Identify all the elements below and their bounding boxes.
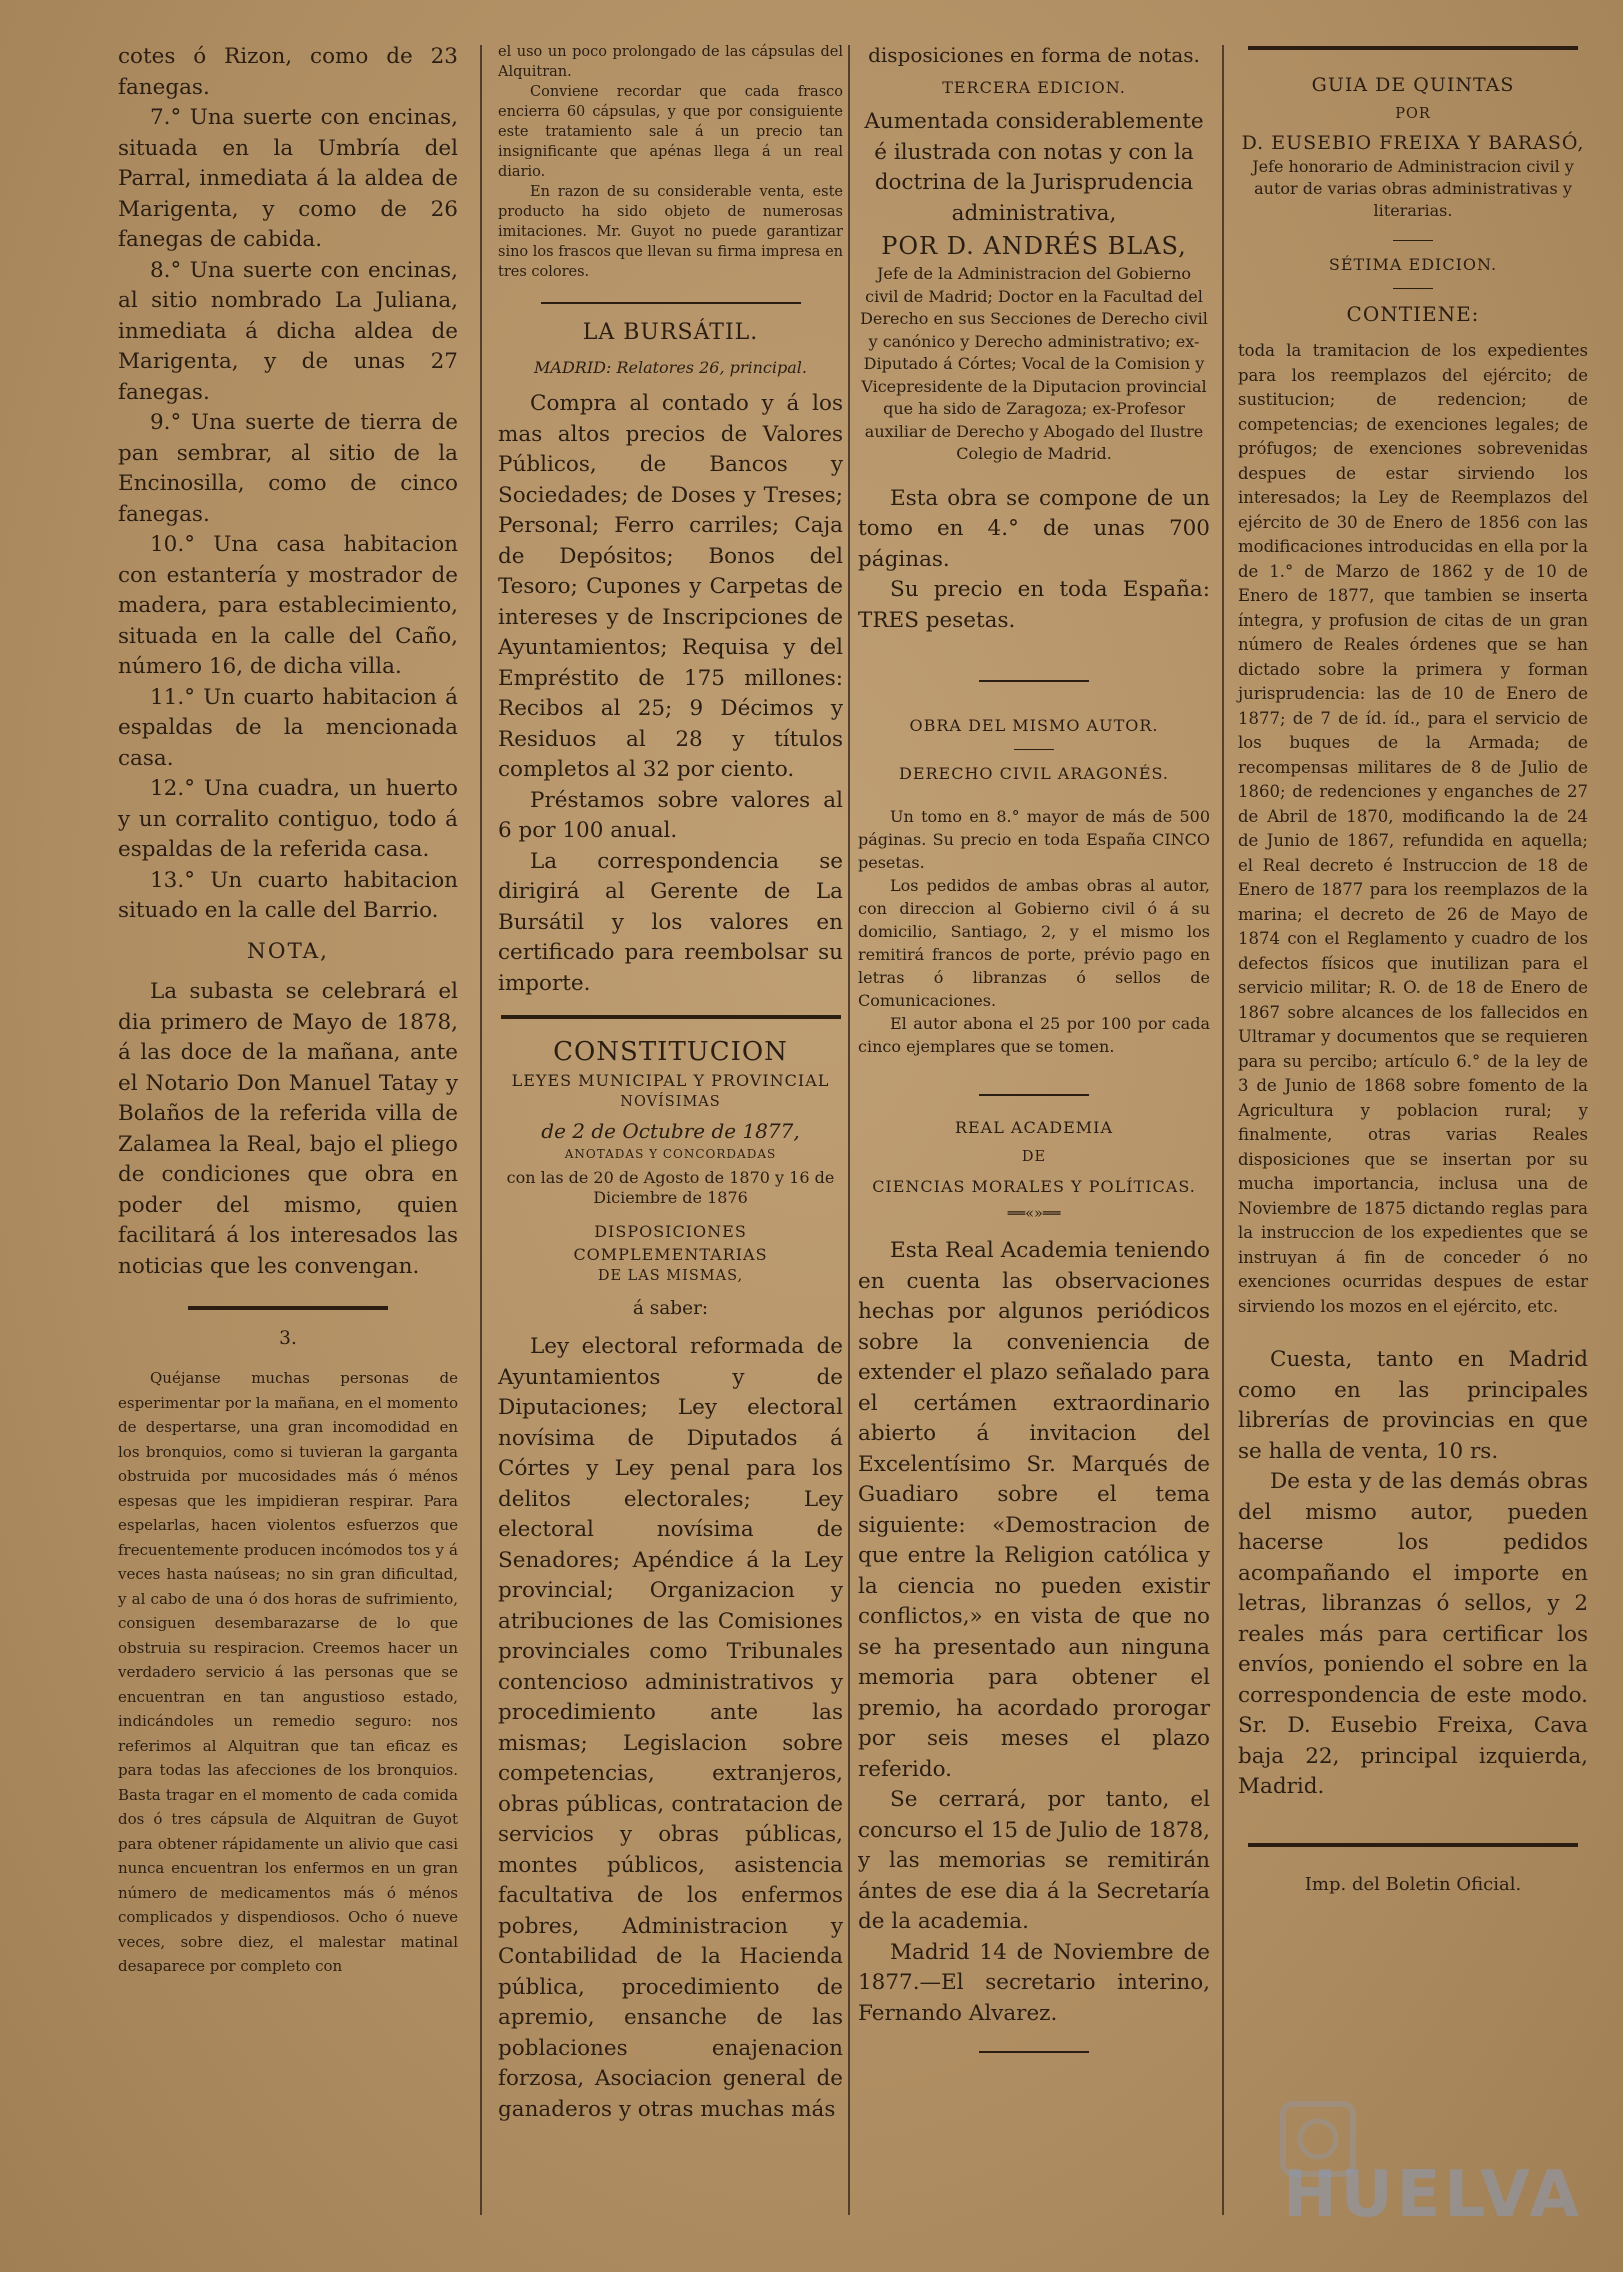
constitucion-anotadas: ANOTADAS Y CONCORDADAS bbox=[564, 1147, 777, 1161]
blas-aumentada: Aumentada considerablemente é ilustrada con notas y con la doctrina de la Jurisprudencia administrativa, bbox=[864, 109, 1204, 226]
guia-title: GUIA DE QUINTAS bbox=[1311, 74, 1515, 96]
guia-edicion: SÉTIMA EDICION. bbox=[1328, 255, 1498, 274]
column-3 bbox=[858, 42, 1210, 2067]
separator bbox=[979, 1094, 1089, 1096]
blas-precio: Su precio en toda España: TRES pesetas. bbox=[858, 577, 1210, 633]
bursatil-p3: La correspondencia se dirigirá al Gerente de La Bursátil y los valores en certificado para reembolsar su importe. bbox=[498, 848, 843, 996]
obra-p1: Un tomo en 8.° mayor de más de 500 páginas. Su precio en toda España CINCO pesetas. bbox=[858, 807, 1210, 872]
alquitran-article: Quéjanse muchas personas de esperimentar por la mañana, en el momento de despertarse, una gran incomodidad en los bronquios, como si tuvieran la garganta obstruida por mucosidades más ó ménos espesas que les impidieran respirar. Para espelarlas, hacen violentos esfuerzos que frecuentemente producen incómodos tos y á veces hasta naúseas; no sin gran dificultad, y al cabo de una ó dos horas de sufrimiento, consiguen desembarazarse de lo que obstruia su respiracion. Creemos hacer un verdadero servicio á las personas que se encuentran en tan angustioso estado, indicándoles un remedio seguro: nos referimos al Alquitran que tan eficaz es para todas las afecciones de los bronquios. Basta tragar en el momento de cada comida dos ó tres cápsula de Alquitran de Guyot para obtener rápidamente un alivio que casi nunca encuentran los enfermos en un gran número de medicamentos más ó ménos complicados y dispendiosos. Ocho ó nueve veces, sobre diez, el malestar matinal desaparece por completo con bbox=[118, 1369, 458, 1975]
item-12: 12.° Una cuadra, un huerto y un corralito contiguo, todo á espaldas de la referida casa. bbox=[118, 776, 458, 862]
guia-pedidos: De esta y de las demás obras del mismo autor, pueden hacerse los pedidos acompañando el importe en letras, libranzas ó sellos, y 2 reales más para certificar los envíos, poniendo el sobre en la correspondencia de este modo. Sr. D. Eusebio Freixa, Cava baja 22, principal izquierda, Madrid. bbox=[1238, 1469, 1588, 1799]
guia-por: POR bbox=[1395, 106, 1431, 122]
obra-title: OBRA DEL MISMO AUTOR. bbox=[909, 716, 1159, 735]
item-9: 9.° Una suerte de tierra de pan sembrar, al sitio de la Encinosilla, como de cinco fanegas. bbox=[118, 410, 458, 527]
academia-title-1: REAL ACADEMIA bbox=[954, 1118, 1114, 1137]
nota-text: La subasta se celebrará el dia primero de Mayo de 1878, á las doce de la mañana, ante el Notario Don Manuel Tatay y Bolaños de la referida villa de Zalamea la Real, bajo el pliego de condiciones que obra en poder del mismo, quien facilitará á los interesados las noticias que les convengan. bbox=[118, 979, 458, 1279]
separator bbox=[1014, 749, 1054, 750]
a-saber: á saber: bbox=[632, 1298, 709, 1319]
column-rule bbox=[848, 45, 850, 2215]
bursatil-address: MADRID: Relatores 26, principal. bbox=[534, 358, 807, 377]
academia-ornament: ══«»══ bbox=[1007, 1206, 1061, 1222]
constitucion-novisimas: NOVÍSIMAS bbox=[620, 1094, 721, 1110]
alquitran-p3: En razon de su considerable venta, este producto ha sido objeto de numerosas imitaciones. Mr. Guyot no puede garantizar sino los frascos que llevan su firma impresa en tres colores. bbox=[498, 184, 843, 280]
blas-notas: disposiciones en forma de notas. bbox=[868, 43, 1200, 67]
item-11: 11.° Un cuarto habitacion á espaldas de la mencionada casa. bbox=[118, 684, 458, 771]
item-7: 7.° Una suerte con encinas, situada en la Umbría del Parral, inmediata á la aldea de Marigenta, y como de 26 fanegas de cabida. bbox=[118, 105, 458, 252]
item-6-cont: cotes ó Rizon, como de 23 fanegas. bbox=[118, 44, 458, 100]
guia-author: D. EUSEBIO FREIXA Y BARASÓ, bbox=[1241, 132, 1585, 154]
nota-title: NOTA, bbox=[247, 938, 329, 964]
bursatil-p2: Préstamos sobre valores al 6 por 100 anual. bbox=[498, 787, 843, 843]
guia-author-desc: Jefe honorario de Administracion civil y autor de varias obras administrativas y literarias. bbox=[1252, 157, 1574, 220]
separator bbox=[1248, 46, 1578, 50]
separator bbox=[188, 1306, 388, 1310]
bursatil-p1: Compra al contado y á los mas altos precios de Valores Públicos, de Bancos y Sociedades; de Doses y Treses; Personal; Ferro carriles; Caja de Depósitos; Bonos del Tesoro; Cupones y Carpetas de intereses y de Inscripciones de Ayuntamientos; Requisa y del Empréstito de 175 millones: Recibos al 25; 9 Décimos y Residuos al 28 y títulos completos al 32 por ciento. bbox=[498, 391, 843, 782]
item-8: 8.° Una suerte con encinas, al sitio nombrado La Juliana, inmediata á dicha aldea de Marigenta, y de unas 27 fanegas. bbox=[118, 257, 458, 405]
constitucion-subtitle: LEYES MUNICIPAL Y PROVINCIAL bbox=[511, 1071, 830, 1090]
separator bbox=[541, 302, 801, 304]
section-number: 3. bbox=[279, 1328, 297, 1349]
academia-title-2: DE bbox=[1021, 1149, 1047, 1165]
separator bbox=[501, 1015, 841, 1019]
blas-tomo: Esta obra se compone de un tomo en 4.° de unas 700 páginas. bbox=[858, 485, 1210, 572]
constitucion-body: Ley electoral reformada de Ayuntamientos y de Diputaciones; Ley electoral novísima de Diputados á Córtes y Ley penal para los delitos electorales; Ley electoral novísima de Senadores; Apéndice á la Ley provincial; Organizacion y atribuciones de las Comisiones provinciales como Tribunales contencioso administrativos y procedimiento ante las mismas; Legislacion sobre competencias, extranjeros, obras públicas, contratacion de servicios y obras públicas, montes públicos, asistencia facultativa de los enfermos pobres, Administracion y Contabilidad de la Hacienda pública, procedimiento de apremio, ensanche de las poblaciones enajenacion forzosa, Asociacion general de ganaderos y otras muchas más bbox=[498, 1334, 843, 2122]
imprenta: Imp. del Boletin Oficial. bbox=[1304, 1873, 1522, 1895]
separator bbox=[979, 680, 1089, 682]
disposiciones-delas: DE LAS MISMAS, bbox=[597, 1268, 744, 1284]
constitucion-with: con las de 20 de Agosto de 1870 y 16 de Diciembre de 1876 bbox=[506, 1168, 835, 1207]
watermark-text: HUELVA bbox=[1283, 2158, 1583, 2232]
guia-contiene: CONTIENE: bbox=[1346, 302, 1480, 326]
academia-title-3: CIENCIAS MORALES Y POLÍTICAS. bbox=[872, 1177, 1196, 1196]
separator bbox=[979, 2051, 1089, 2053]
column-2 bbox=[498, 42, 843, 2125]
obra-p2: Los pedidos de ambas obras al autor, con direccion al Gobierno civil ó á su domicilio, Santiago, 2, y el mismo los remitirá francos de porte, prévio pago en letras ó libranzas ó sellos de Comunicaciones. bbox=[858, 876, 1210, 1010]
separator bbox=[1393, 240, 1433, 241]
alquitran-cont: el uso un poco prolongado de las cápsulas del Alquitran. bbox=[498, 44, 843, 80]
bursatil-title: LA BURSÁTIL. bbox=[582, 320, 759, 345]
constitucion-title: CONSTITUCION bbox=[553, 1037, 788, 1067]
blas-author: POR D. ANDRÉS BLAS, bbox=[881, 232, 1187, 260]
obra-p3: El autor abona el 25 por 100 por cada cinco ejemplares que se tomen. bbox=[858, 1014, 1210, 1056]
column-4 bbox=[1238, 42, 1588, 1896]
academia-p3: Madrid 14 de Noviembre de 1877.—El secretario interino, Fernando Alvarez. bbox=[858, 1939, 1210, 2026]
obra-subtitle: DERECHO CIVIL ARAGONÉS. bbox=[899, 764, 1169, 783]
guia-body: toda la tramitacion de los expedientes para los reemplazos del ejército; de sustitucion; de redencion; de competencias; de exenciones legales; de prófugos; de exenciones sobrevenidas despues de estar sirviendo los interesados; la Ley de Reemplazos del ejército de 30 de Enero de 1856 con las modificaciones introducidas en ella por la de 1.° de Marzo de 1862 y de 10 de Enero de 1877, que tambien se inserta íntegra, y profusion de citas de un gran número de Reales órdenes que se han dictado sobre la primera y forman jurisprudencia: las de 10 de Enero de 1877; de 7 de íd. íd., para el servicio de los buques de la Armada; de recompensas militares de 8 de Julio de 1860; de redenciones y enganches de 27 de Abril de 1870, modificando la de 24 de Junio de 1867, refundida en aquella; el Real decreto é Instruccion de 18 de Enero de 1877 para los reemplazos de la marina; el decreto de 26 de Mayo de 1874 con el Reglamento y cuadro de los defectos físicos que inutilizan para el servicio militar; R. O. de 18 de Enero de 1867 sobre alcances de los fallecidos en Ultramar y documentos que se requieren para su percibo; artículo 6.° de la ley de 3 de Junio de 1868 sobre fomento de la Agricultura y poblacion rural; y finalmente, otras varias Reales disposiciones que se insertan por su mucha importancia, inclusa una de Noviembre de 1875 dictando reglas para la instruccion de los expedientes que se instruyan á fin de conceder ó no exenciones ocurridas despues de estar sirviendo los mozos en el ejército, etc. bbox=[1238, 341, 1589, 1316]
guia-cuesta: Cuesta, tanto en Madrid como en las principales librerías de provincias en que se halla de venta, 10 rs. bbox=[1238, 1347, 1588, 1464]
alquitran-p2: Conviene recordar que cada frasco encierra 60 cápsulas, y que por consiguiente este tratamiento sale á un precio tan insignificante que apénas llega á un real diario. bbox=[498, 84, 843, 180]
disposiciones-title: DISPOSICIONES COMPLEMENTARIAS bbox=[573, 1222, 768, 1264]
column-rule bbox=[1222, 45, 1224, 2215]
separator bbox=[1248, 1843, 1578, 1847]
academia-p2: Se cerrará, por tanto, el concurso el 15 de Julio de 1878, y las memorias se remitirán ántes de ese dia á la Secretaría de la academia. bbox=[858, 1787, 1210, 1934]
separator bbox=[1393, 288, 1433, 289]
column-1 bbox=[118, 42, 458, 1979]
item-10: 10.° Una casa habitacion con estantería y mostrador de madera, para establecimiento, situada en la calle del Caño, número 16, de dicha villa. bbox=[118, 532, 458, 679]
constitucion-date: de 2 de Octubre de 1877, bbox=[541, 1119, 800, 1143]
blas-edicion: TERCERA EDICION. bbox=[942, 78, 1126, 97]
item-13: 13.° Un cuarto habitacion situado en la calle del Barrio. bbox=[118, 867, 458, 923]
column-rule bbox=[480, 45, 482, 2215]
blas-cargos: Jefe de la Administracion del Gobierno civil de Madrid; Doctor en la Facultad del Derecho en sus Secciones de Derecho civil y canónico y Derecho administrativo; ex-Diputado á Córtes; Vocal de la Comision y Vicepresidente de la Diputacion provincial que ha sido de Zaragoza; ex-Profesor auxiliar de Derecho y Abogado del Ilustre Colegio de Madrid. bbox=[860, 264, 1208, 463]
academia-p1: Esta Real Academia teniendo en cuenta las observaciones hechas por algunos periódicos sobre la conveniencia de extender el plazo señalado para el certámen extraordinario abierto á invitacion del Excelentísimo Sr. Marqués de Guadiaro sobre el tema siguiente: «Demostracion de que entre la Religion católica y la ciencia no pueden existir conflictos,» en vista de que no se ha presentado aun ninguna memoria para obtener el premio, ha acordado prorogar por seis meses el plazo referido. bbox=[858, 1238, 1210, 1782]
